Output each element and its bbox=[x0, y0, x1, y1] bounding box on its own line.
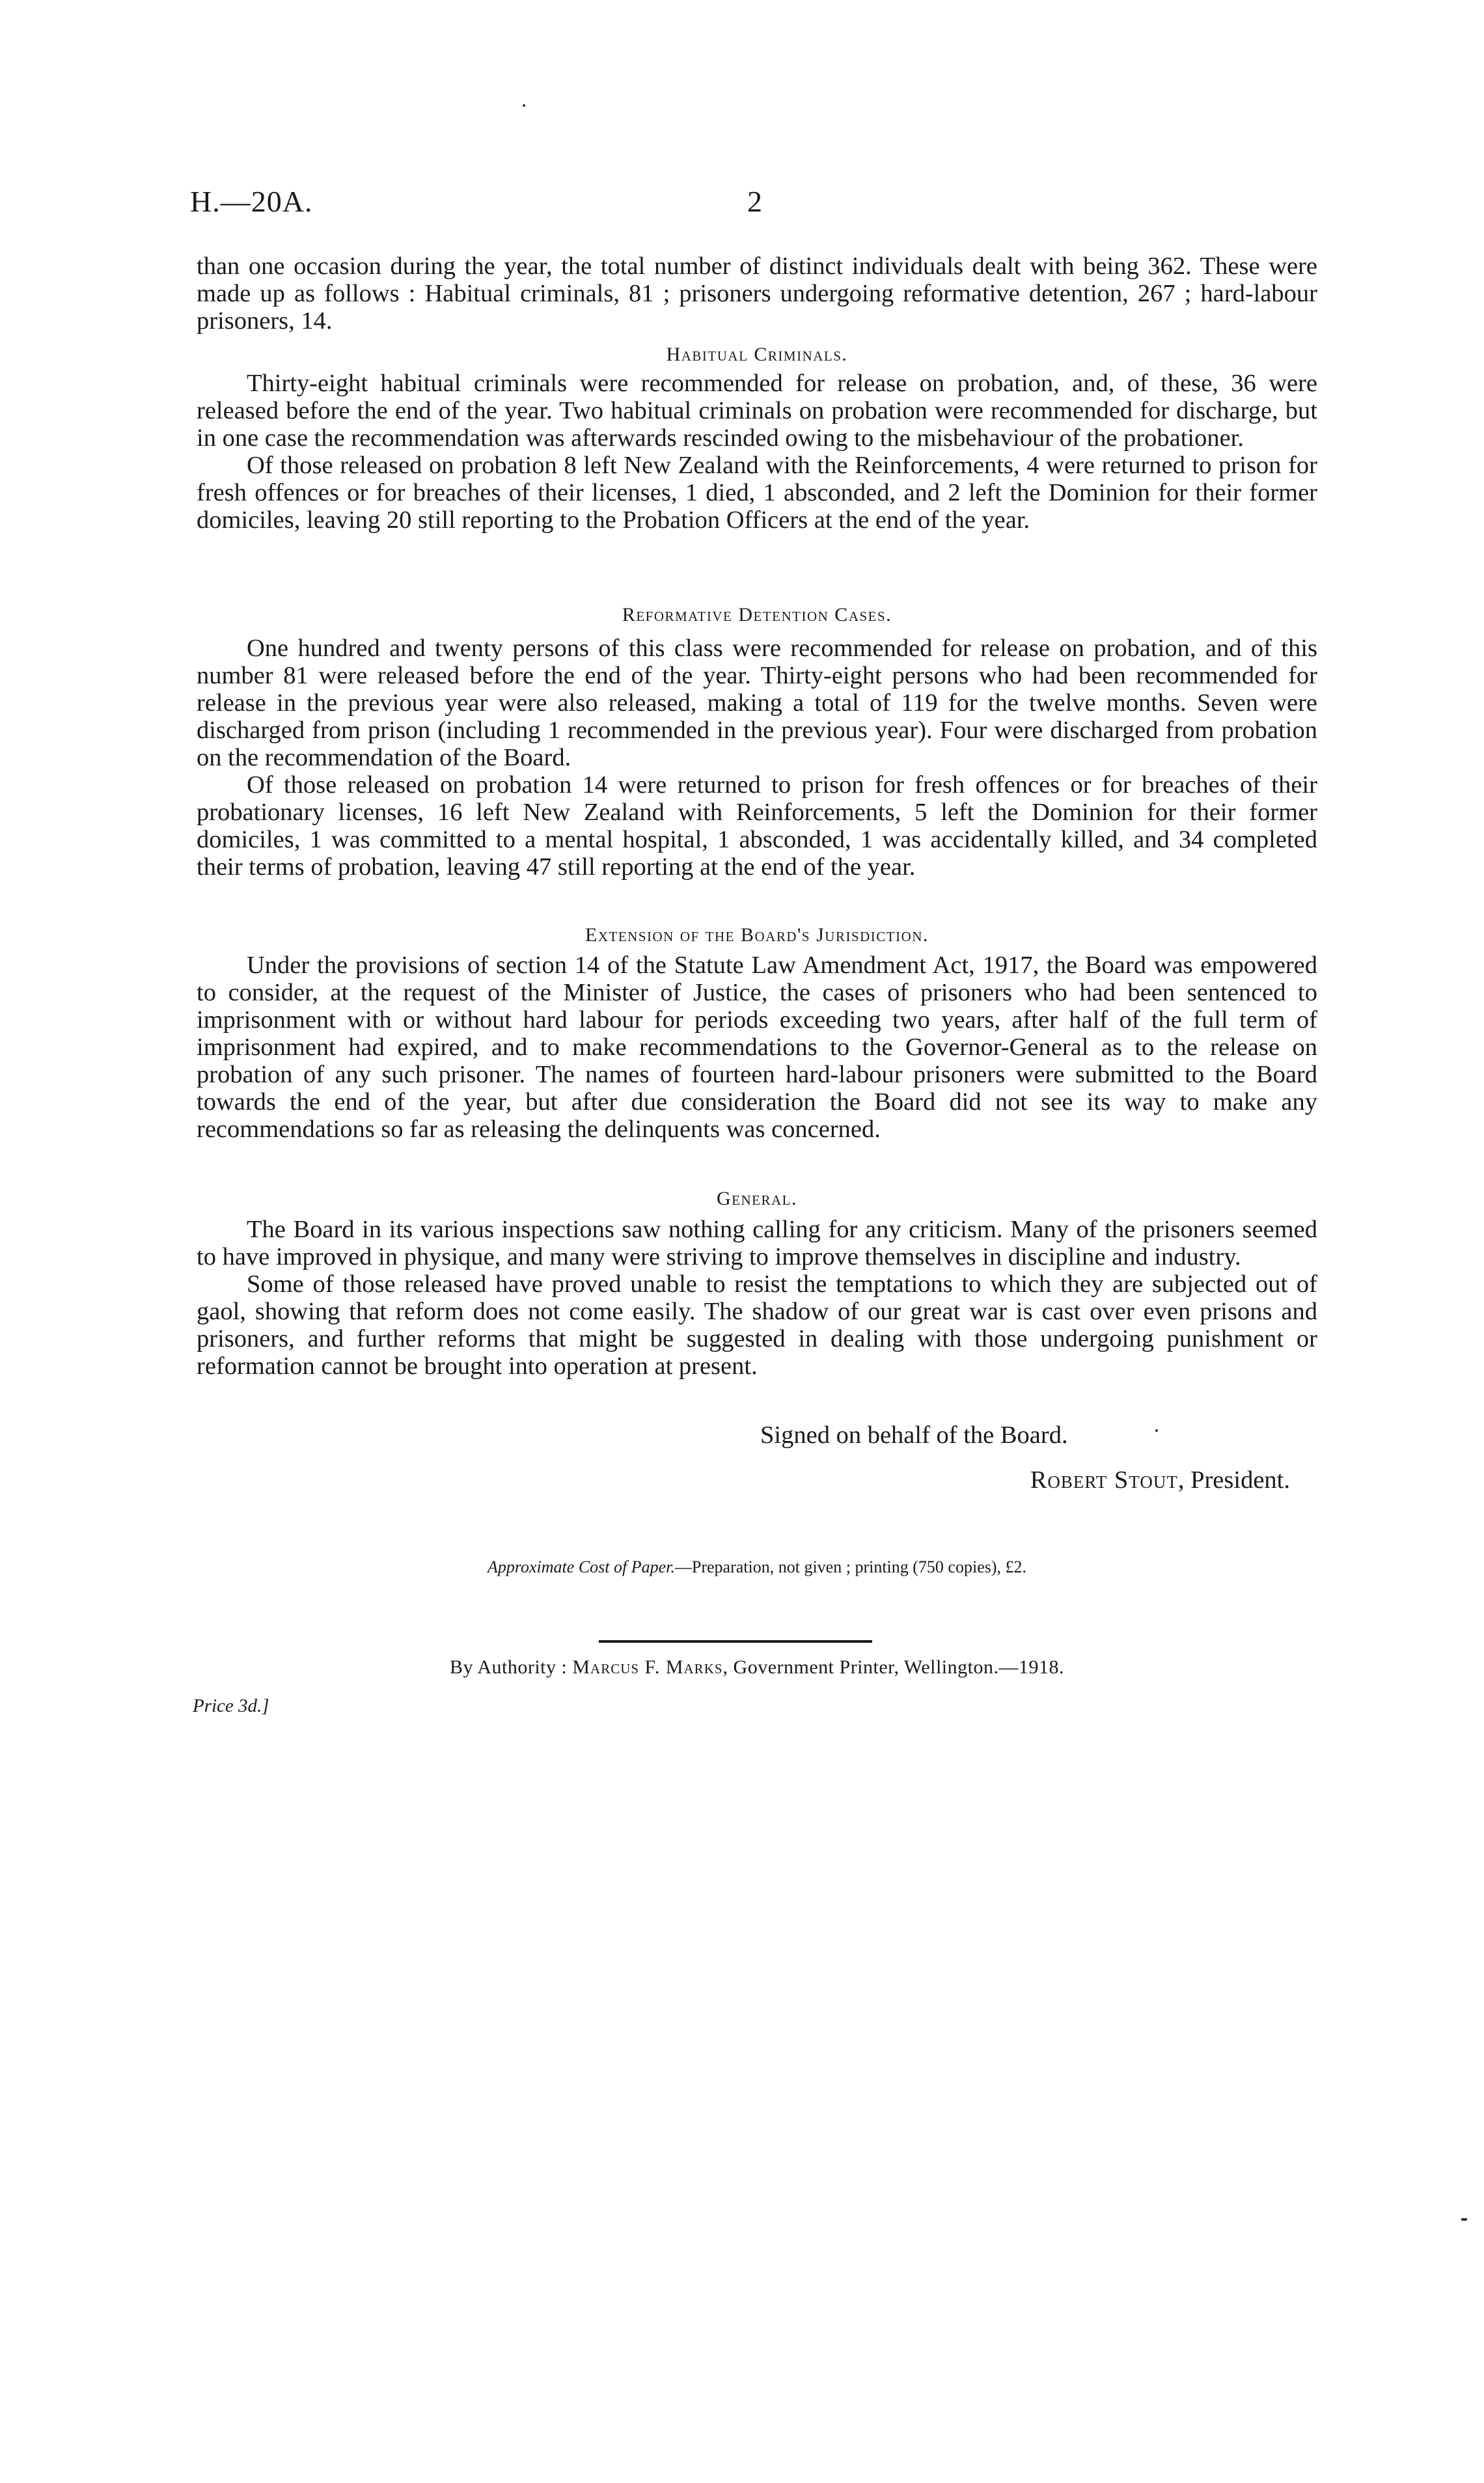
section-heading-reformative: Reformative Detention Cases. bbox=[622, 604, 892, 625]
paragraph: Thirty-eight habitual criminals were recommended for release on probation, and, of these, 36 were released before the end of the year. Two habitual criminals on probation were recommended for discharge, but in one case the recommendation was afterwards rescinded owing to the misbehaviour of the probationer. bbox=[197, 370, 1317, 452]
section-heading-habitual: Habitual Criminals. bbox=[666, 344, 848, 365]
scan-speck bbox=[1155, 1429, 1158, 1432]
section-body-extension bbox=[197, 952, 1317, 1143]
section-body-habitual bbox=[197, 370, 1317, 534]
scan-speck bbox=[1461, 2218, 1467, 2221]
page-number: 2 bbox=[747, 185, 762, 218]
paragraph: The Board in its various inspections saw nothing calling for any criticism. Many of the prisoners seemed to have improved in physique, and many were striving to improve themselves in discipline and industry. bbox=[197, 1216, 1317, 1270]
imprint-prefix: By Authority : bbox=[450, 1656, 573, 1678]
paragraph: One hundred and twenty persons of this class were recommended for release on probation, and of this number 81 were released before the end of the year. Thirty-eight persons who had been recommended for release in the previous year were also released, making a total of 119 for the twelve months. Seven were discharged from prison (including 1 recommended in the previous year). Four were discharged from probation on the recommendation of the Board. bbox=[197, 635, 1317, 771]
paragraph: Of those released on probation 8 left New Zealand with the Reinforcements, 4 were returned to prison for fresh offences or for breaches of their licenses, 1 died, 1 absconded, and 2 left the Dominion for their former domiciles, leaving 20 still reporting to the Probation Officers at the end of the year. bbox=[197, 452, 1317, 534]
signatory-name: Robert Stout bbox=[1030, 1466, 1178, 1494]
imprint-printer: Marcus F. Marks bbox=[572, 1656, 723, 1678]
section-body-reformative bbox=[197, 635, 1317, 881]
price-note: Price 3d.] bbox=[193, 1695, 269, 1716]
imprint-suffix: , Government Printer, Wellington.—1918. bbox=[722, 1656, 1064, 1678]
printer-imprint bbox=[197, 1656, 1317, 1679]
divider-rule bbox=[599, 1640, 872, 1643]
cost-note bbox=[197, 1557, 1317, 1577]
paragraph: Under the provisions of section 14 of the Statute Law Amendment Act, 1917, the Board was empowered to consider, at the request of the Minister of Justice, the cases of prisoners who had been sentenced to imprisonment with or without hard labour for periods exceeding two years, after half of the full term of imprisonment had expired, and to make recommendations to the Governor-General as to the release on probation of any such prisoner. The names of fourteen hard-labour prisoners were submitted to the Board towards the end of the year, but after due consideration the Board did not see its way to make any recommendations so far as releasing the delinquents was concerned. bbox=[197, 952, 1317, 1143]
document-reference: H.—20A. bbox=[190, 185, 313, 218]
paragraph: Some of those released have proved unable to resist the temptations to which they are subjected out of gaol, showing that reform does not come easily. The shadow of our great war is cast over even prisons and prisoners, and further reforms that might be suggested in dealing with those undergoing punishment or reformation cannot be brought into operation at present. bbox=[197, 1270, 1317, 1380]
paragraph: Of those released on probation 14 were returned to prison for fresh offences or for breaches of their probationary licenses, 16 left New Zealand with Reinforcements, 5 left the Dominion for their former domiciles, 1 was committed to a mental hospital, 1 absconded, 1 was accidentally killed, and 34 completed their terms of probation, leaving 47 still reporting at the end of the year. bbox=[197, 771, 1317, 881]
cost-note-label: Approximate Cost of Paper. bbox=[487, 1557, 675, 1576]
intro-paragraph: than one occasion during the year, the total number of distinct individuals dealt with being 362. These were made up as follows : Habitual criminals, 81 ; prisoners undergoing reformative detention, 267 ; hard-labour prisoners, 14. bbox=[197, 253, 1317, 335]
signatory bbox=[1030, 1466, 1290, 1494]
cost-note-text: —Preparation, not given ; printing (750 copies), £2. bbox=[674, 1557, 1027, 1576]
scan-speck bbox=[523, 104, 525, 107]
section-heading-extension: Extension of the Board's Jurisdiction. bbox=[585, 924, 929, 946]
section-heading-general: General. bbox=[717, 1188, 797, 1209]
signature-line: Signed on behalf of the Board. bbox=[760, 1421, 1068, 1449]
section-body-general bbox=[197, 1216, 1317, 1380]
intro-paragraph-block bbox=[197, 253, 1317, 335]
signatory-title: , President. bbox=[1177, 1466, 1290, 1494]
